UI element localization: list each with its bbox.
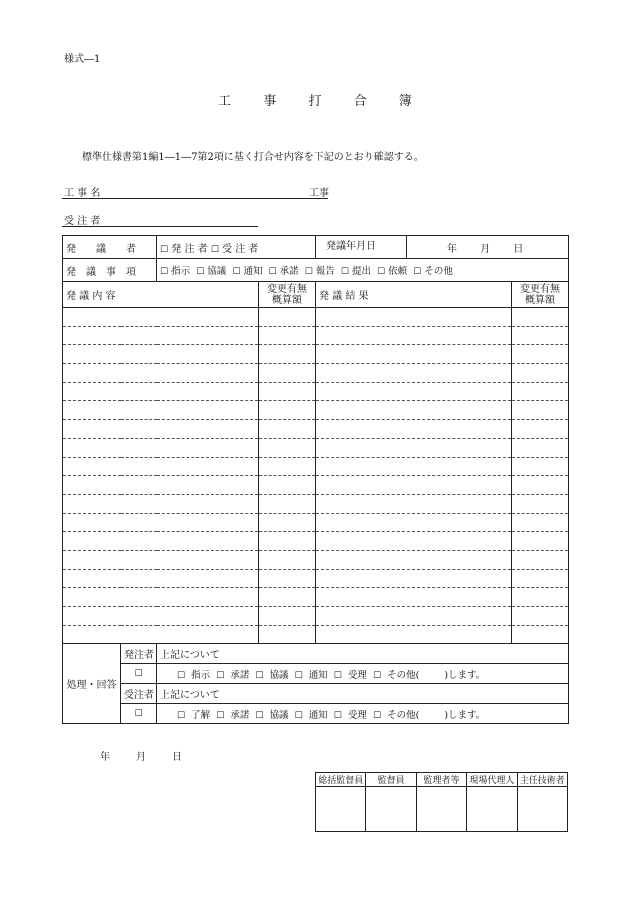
- contractor-options: ☐ 了解 ☐ 承諾 ☐ 協議 ☐ 通知 ☐ 受理 ☐ その他( )します。: [157, 704, 569, 724]
- contractor-label: 受 注 者: [64, 216, 101, 227]
- content-cell[interactable]: [63, 345, 259, 364]
- content-row: [63, 345, 569, 364]
- content-row: [63, 513, 569, 532]
- content-row: [63, 476, 569, 495]
- result-cell[interactable]: [316, 438, 512, 457]
- change-cell[interactable]: [512, 438, 569, 457]
- content-header: 発 議 内 容: [63, 282, 259, 308]
- content-row: [63, 494, 569, 513]
- result-cell[interactable]: [316, 420, 512, 439]
- content-row: [63, 401, 569, 420]
- content-cell[interactable]: [63, 438, 259, 457]
- owner-options: ☐ 指示 ☐ 承諾 ☐ 協議 ☐ 通知 ☐ 受理 ☐ その他( )します。: [157, 664, 569, 684]
- change-cell[interactable]: [512, 420, 569, 439]
- content-rows: [63, 308, 569, 644]
- checkbox-icon[interactable]: ☐: [294, 710, 303, 721]
- change-cell[interactable]: [259, 550, 316, 569]
- content-cell[interactable]: [63, 382, 259, 401]
- checkbox-icon[interactable]: ☐: [134, 709, 143, 720]
- checkbox-icon[interactable]: ☐: [160, 244, 169, 255]
- title-char: 事: [263, 94, 277, 109]
- meeting-table: [62, 235, 569, 724]
- change-amount-header-2: 変更有無 概算額: [512, 282, 569, 308]
- contractor-options-row: [63, 704, 569, 724]
- checkbox-icon[interactable]: ☐: [377, 267, 386, 277]
- change-cell[interactable]: [259, 345, 316, 364]
- change-cell[interactable]: [259, 532, 316, 551]
- change-cell[interactable]: [259, 457, 316, 476]
- content-cell[interactable]: [63, 326, 259, 345]
- checkbox-icon[interactable]: ☐: [333, 670, 342, 681]
- change-cell[interactable]: [512, 494, 569, 513]
- contractor-text: 上記について: [157, 684, 569, 704]
- matter-options: ☐ 指示 ☐ 協議 ☐ 通知 ☐ 承諾 ☐ 報告 ☐ 提出 ☐ 依頼 ☐ その他: [157, 259, 569, 282]
- contractor-response-row: [63, 684, 569, 704]
- change-cell[interactable]: [259, 476, 316, 495]
- content-row: [63, 420, 569, 439]
- checkbox-icon[interactable]: ☐: [216, 710, 225, 721]
- checkbox-icon[interactable]: ☐: [255, 670, 264, 681]
- approval-stamp-table: [315, 772, 568, 832]
- change-cell[interactable]: [259, 401, 316, 420]
- content-cell[interactable]: [63, 420, 259, 439]
- owner-response-row: [63, 644, 569, 664]
- change-cell[interactable]: [259, 382, 316, 401]
- title-char: 打: [308, 94, 322, 109]
- checkbox-icon[interactable]: ☐: [413, 267, 422, 277]
- content-row: [63, 457, 569, 476]
- stamp-label: 現場代理人: [467, 773, 517, 787]
- owner-options-row: [63, 664, 569, 684]
- initiator-options: ☐ 発 注 者 ☐ 受 注 者: [157, 236, 316, 259]
- change-cell[interactable]: [512, 457, 569, 476]
- checkbox-icon[interactable]: ☐: [340, 267, 349, 277]
- checkbox-icon[interactable]: ☐: [134, 669, 143, 680]
- change-cell[interactable]: [512, 550, 569, 569]
- content-row: [63, 625, 569, 644]
- change-cell[interactable]: [512, 476, 569, 495]
- result-cell[interactable]: [316, 308, 512, 327]
- bottom-date[interactable]: 年 月 日: [100, 752, 182, 763]
- change-cell[interactable]: [259, 326, 316, 345]
- result-cell[interactable]: [316, 401, 512, 420]
- content-cell[interactable]: [63, 364, 259, 383]
- change-cell[interactable]: [259, 588, 316, 607]
- result-cell[interactable]: [316, 569, 512, 588]
- result-cell[interactable]: [316, 550, 512, 569]
- checkbox-icon[interactable]: ☐: [294, 670, 303, 681]
- result-cell[interactable]: [316, 625, 512, 644]
- content-cell[interactable]: [63, 476, 259, 495]
- content-cell[interactable]: [63, 569, 259, 588]
- result-cell[interactable]: [316, 513, 512, 532]
- change-cell[interactable]: [259, 438, 316, 457]
- content-cell[interactable]: [63, 513, 259, 532]
- content-row: [63, 588, 569, 607]
- result-cell[interactable]: [316, 607, 512, 626]
- content-cell[interactable]: [63, 308, 259, 327]
- content-cell[interactable]: [63, 532, 259, 551]
- owner-label: 発注者: [121, 644, 157, 664]
- change-cell[interactable]: [259, 513, 316, 532]
- change-cell[interactable]: [259, 569, 316, 588]
- project-name-line[interactable]: [62, 198, 328, 199]
- change-cell[interactable]: [512, 588, 569, 607]
- matter-label: 発 議 事 項: [63, 259, 157, 282]
- result-cell[interactable]: [316, 326, 512, 345]
- initiator-label: 発 議 者: [63, 236, 157, 259]
- content-row: [63, 382, 569, 401]
- intro-text: 標準仕様書第1編1―1―7第2項に基く打合せ内容を下記のとおり確認する。: [82, 152, 424, 163]
- change-cell[interactable]: [512, 382, 569, 401]
- content-row: [63, 308, 569, 327]
- change-cell[interactable]: [259, 308, 316, 327]
- content-cell[interactable]: [63, 494, 259, 513]
- checkbox-icon[interactable]: ☐: [372, 670, 382, 681]
- initiator-date[interactable]: 年 月 日: [447, 243, 524, 255]
- change-cell[interactable]: [512, 607, 569, 626]
- owner-text: 上記について: [157, 644, 569, 664]
- change-cell[interactable]: [512, 569, 569, 588]
- stamp-box[interactable]: [517, 787, 567, 832]
- change-cell[interactable]: [512, 401, 569, 420]
- checkbox-icon[interactable]: ☐: [268, 267, 277, 277]
- stamp-box[interactable]: [366, 787, 416, 832]
- result-header: 発 議 結 果: [316, 282, 512, 308]
- checkbox-icon[interactable]: ☐: [196, 267, 205, 277]
- page-title: [0, 90, 630, 109]
- contractor-resp-label: 受注者: [121, 684, 157, 704]
- result-cell[interactable]: [316, 382, 512, 401]
- result-cell[interactable]: [316, 588, 512, 607]
- result-cell[interactable]: [316, 476, 512, 495]
- change-cell[interactable]: [512, 513, 569, 532]
- stamp-label: 監理者等: [416, 773, 466, 787]
- change-cell[interactable]: [512, 364, 569, 383]
- checkbox-icon[interactable]: ☐: [255, 710, 264, 721]
- content-row: [63, 532, 569, 551]
- change-cell[interactable]: [259, 364, 316, 383]
- title-char: 工: [218, 94, 232, 109]
- content-cell[interactable]: [63, 401, 259, 420]
- title-char: 合: [353, 94, 367, 109]
- checkbox-icon[interactable]: ☐: [160, 267, 169, 277]
- content-row: [63, 326, 569, 345]
- initiator-row: [63, 236, 569, 259]
- checkbox-icon[interactable]: ☐: [372, 710, 382, 721]
- checkbox-icon[interactable]: ☐: [304, 267, 313, 277]
- stamp-label: 監督員: [366, 773, 416, 787]
- change-cell[interactable]: [512, 625, 569, 644]
- header-row: [63, 282, 569, 308]
- matter-row: [63, 259, 569, 282]
- content-row: [63, 438, 569, 457]
- checkbox-icon[interactable]: ☐: [216, 670, 225, 681]
- content-cell[interactable]: [63, 625, 259, 644]
- stamp-box[interactable]: [467, 787, 517, 832]
- response-label: 処理・回答: [63, 644, 121, 724]
- result-cell[interactable]: [316, 494, 512, 513]
- change-amount-header: 変更有無 概算額: [259, 282, 316, 308]
- stamp-box[interactable]: [416, 787, 466, 832]
- form-number: 様式―1: [64, 54, 101, 65]
- stamp-label: 総括監督員: [316, 773, 366, 787]
- content-cell[interactable]: [63, 457, 259, 476]
- checkbox-icon[interactable]: ☐: [333, 710, 342, 721]
- content-cell[interactable]: [63, 588, 259, 607]
- change-cell[interactable]: [259, 625, 316, 644]
- title-char: 簿: [398, 94, 412, 109]
- stamp-label: 主任技術者: [517, 773, 567, 787]
- content-row: [63, 569, 569, 588]
- content-row: [63, 550, 569, 569]
- change-cell[interactable]: [259, 607, 316, 626]
- change-cell[interactable]: [512, 308, 569, 327]
- change-cell[interactable]: [512, 532, 569, 551]
- result-cell[interactable]: [316, 345, 512, 364]
- result-cell[interactable]: [316, 364, 512, 383]
- change-cell[interactable]: [259, 420, 316, 439]
- content-cell[interactable]: [63, 550, 259, 569]
- checkbox-icon[interactable]: ☐: [177, 670, 186, 681]
- contractor-line[interactable]: [62, 226, 258, 227]
- stamp-box[interactable]: [316, 787, 366, 832]
- project-name-label: 工 事 名: [64, 188, 101, 199]
- checkbox-icon[interactable]: ☐: [177, 710, 186, 721]
- content-row: [63, 364, 569, 383]
- date-label: 発議年月日: [316, 236, 407, 258]
- result-cell[interactable]: [316, 457, 512, 476]
- checkbox-icon[interactable]: ☐: [232, 267, 241, 277]
- project-suffix: 工事: [309, 188, 329, 199]
- content-cell[interactable]: [63, 607, 259, 626]
- change-cell[interactable]: [512, 345, 569, 364]
- checkbox-icon[interactable]: ☐: [210, 244, 219, 255]
- result-cell[interactable]: [316, 532, 512, 551]
- content-row: [63, 607, 569, 626]
- change-cell[interactable]: [512, 326, 569, 345]
- change-cell[interactable]: [259, 494, 316, 513]
